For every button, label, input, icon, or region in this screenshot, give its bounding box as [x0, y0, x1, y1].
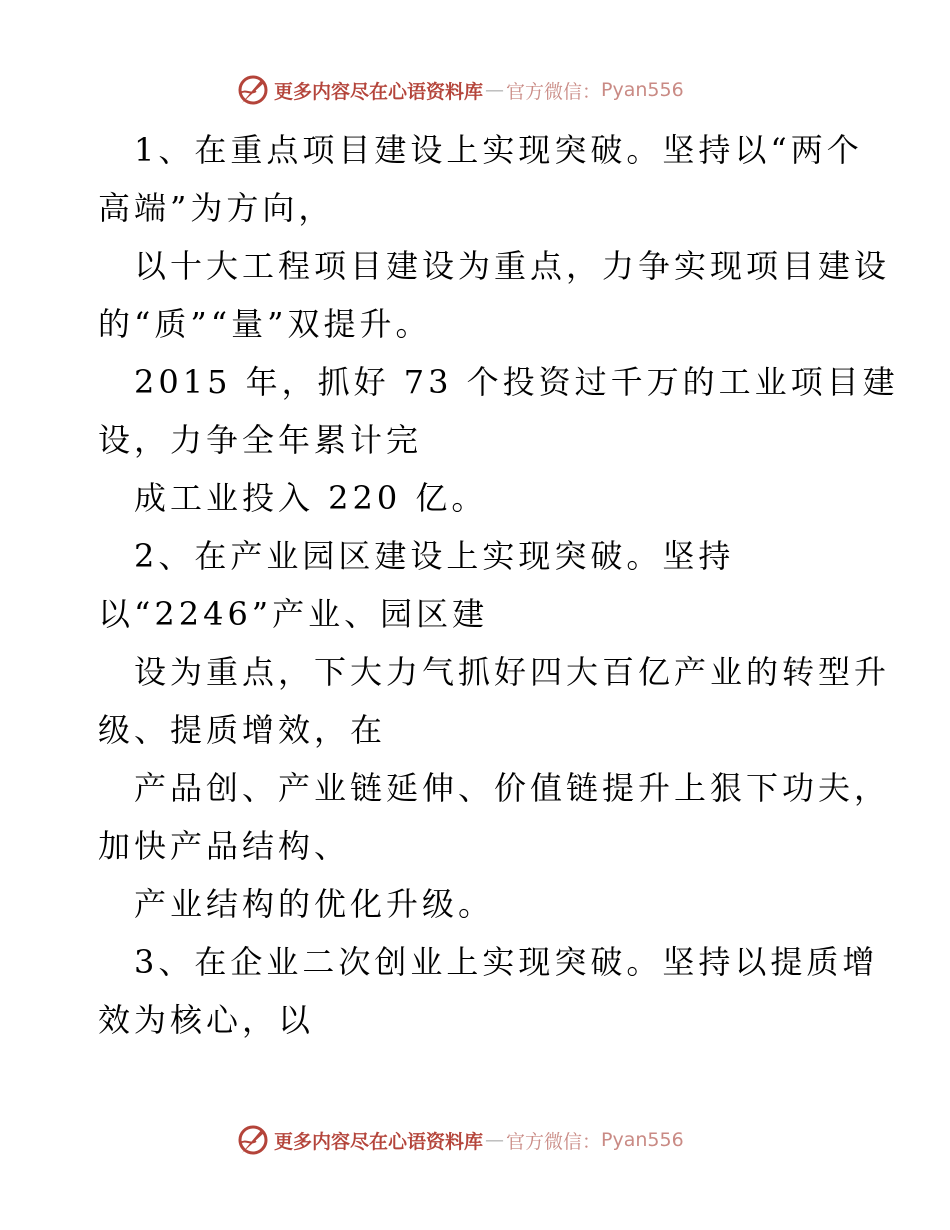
- paragraph-line: 高端”为方向，: [98, 189, 335, 227]
- watermark-wechat-label: 官方微信：: [506, 80, 602, 103]
- watermark-dash: —: [485, 79, 505, 101]
- paragraph-line: 以“2246”产业、园区建: [98, 595, 489, 633]
- quill-logo-icon: [236, 73, 270, 107]
- paragraph-line: 2015 年，抓好 73 个投资过千万的工业项目建: [134, 363, 899, 401]
- paragraph-line: 效为核心，以: [98, 1001, 315, 1039]
- paragraph-line: 3、在企业二次创业上实现突破。坚持以提质增: [134, 943, 879, 981]
- paragraph-line: 级、提质增效，在: [98, 711, 387, 749]
- paragraph-line: 成工业投入 220 亿。: [134, 479, 488, 517]
- paragraph-line: 产业结构的优化升级。: [134, 885, 495, 923]
- paragraph-line: 设为重点，下大力气抓好四大百亿产业的转型升: [134, 653, 891, 691]
- paragraph-line: 以十大工程项目建设为重点，力争实现项目建设: [134, 247, 891, 285]
- paragraph-line: 1、在重点项目建设上实现突破。坚持以“两个: [134, 131, 863, 169]
- header-watermark: [236, 72, 684, 108]
- paragraph-line: 2、在产业园区建设上实现突破。坚持: [134, 537, 735, 575]
- paragraph-line: 设，力争全年累计完: [98, 421, 423, 459]
- watermark-text: 更多内容尽在心语资料库: [274, 80, 484, 103]
- quill-logo-icon: [236, 1123, 270, 1157]
- paragraph-line: 加快产品结构、: [98, 827, 351, 865]
- footer-watermark: [236, 1122, 684, 1158]
- paragraph-line: 产品创、产业链延伸、价值链提升上狠下功夫，: [134, 769, 891, 807]
- watermark-wechat-id: Pyan556: [601, 1129, 684, 1151]
- watermark-dash: —: [485, 1129, 505, 1151]
- watermark-wechat-id: Pyan556: [601, 79, 684, 101]
- watermark-text: 更多内容尽在心语资料库: [274, 1130, 484, 1153]
- watermark-wechat-label: 官方微信：: [506, 1130, 602, 1153]
- paragraph-line: 的“质”“量”双提升。: [98, 305, 432, 343]
